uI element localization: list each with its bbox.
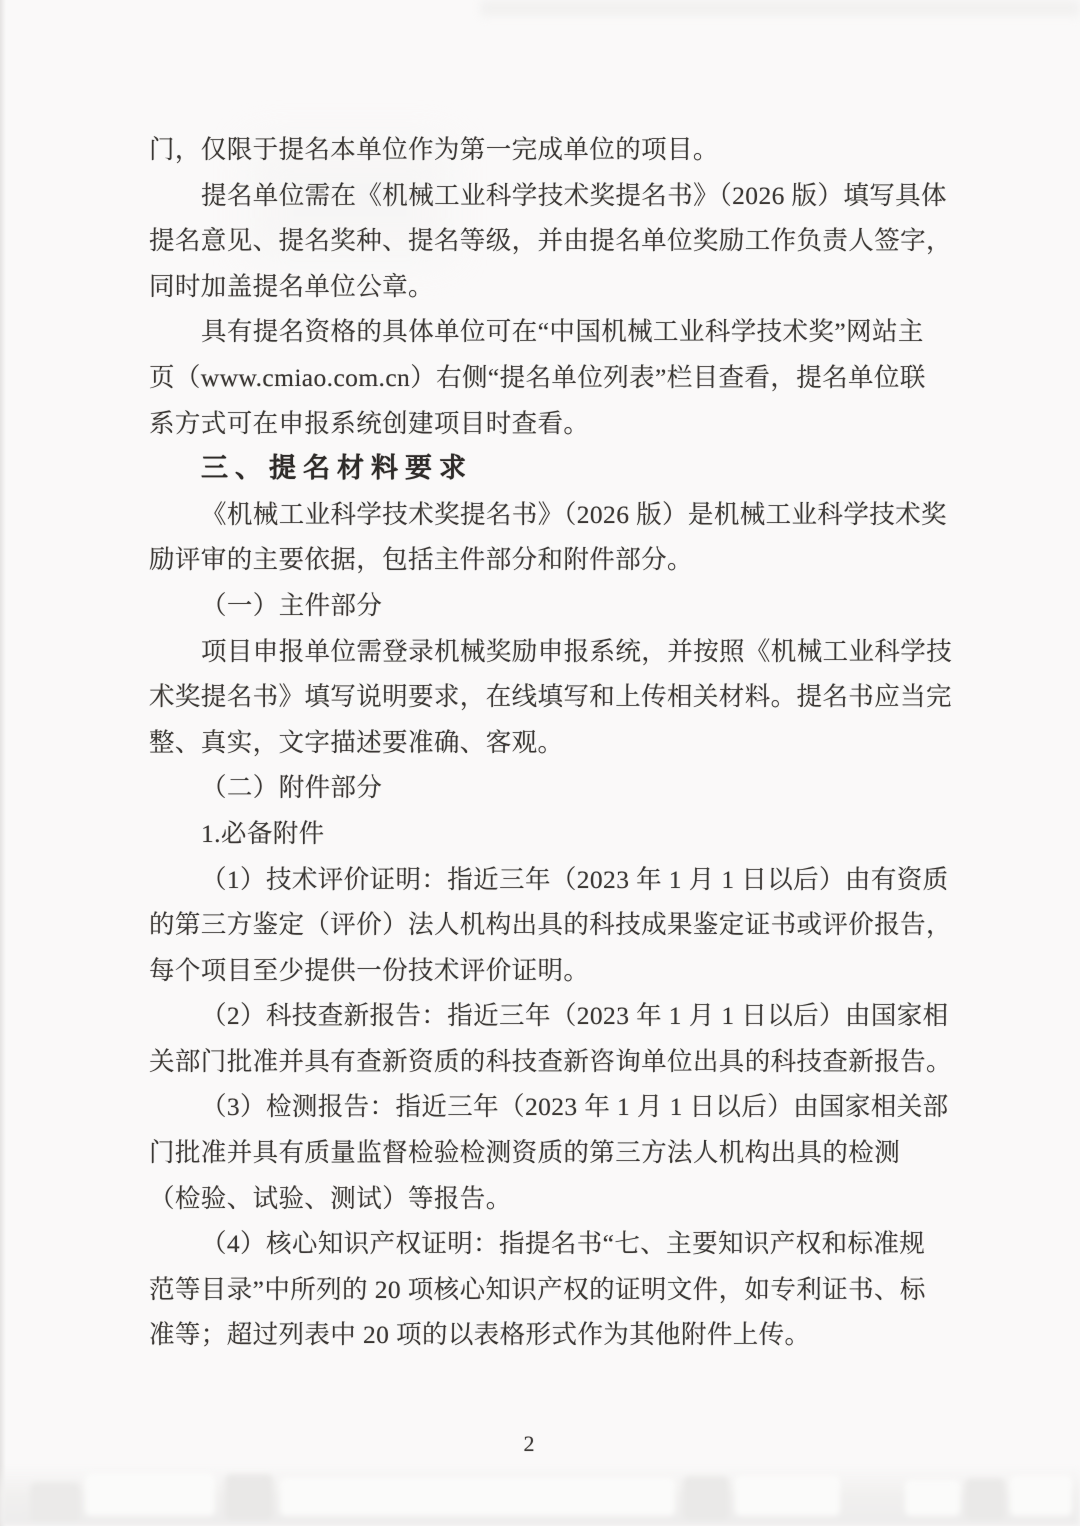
scan-blur-blob [85, 1474, 215, 1516]
text-line: 范等目录”中所列的 20 项核心知识产权的证明文件，如专利证书、标 [149, 1274, 926, 1304]
scan-artifact-bottom-blur [0, 1466, 1080, 1526]
text-line: （1）技术评价证明：指近三年（2023 年 1 月 1 日以后）由有资质 [201, 864, 949, 894]
text-line: 准等；超过列表中 20 项的以表格形式作为其他附件上传。 [149, 1320, 811, 1350]
text-line: （4）核心知识产权证明：指提名书“七、主要知识产权和标准规 [201, 1229, 926, 1259]
scan-blur-blob [683, 1476, 729, 1520]
text-line: 关部门批准并具有查新资质的科技查新咨询单位出具的科技查新报告。 [149, 1046, 952, 1076]
subsection-heading: （一）主件部分 [201, 590, 383, 620]
scan-blur-blob [30, 1482, 80, 1522]
text-line: （3）检测报告：指近三年（2023 年 1 月 1 日以后）由国家相关部 [201, 1092, 949, 1122]
text-line: 门批准并具有质量监督检验检测资质的第三方法人机构出具的检测 [149, 1138, 901, 1168]
text-line: （2）科技查新报告：指近三年（2023 年 1 月 1 日以后）由国家相 [201, 1001, 949, 1031]
scan-blur-blob [735, 1476, 840, 1516]
text-line: 提名单位需在《机械工业科学技术奖提名书》（2026 版）填写具体 [201, 180, 947, 210]
scan-blur-blob [225, 1474, 273, 1520]
section-heading: 三、提名材料要求 [201, 453, 473, 484]
subsection-heading: 1.必备附件 [201, 818, 325, 848]
text-line: 术奖提名书》填写说明要求，在线填写和上传相关材料。提名书应当完 [149, 682, 952, 712]
page-number: 2 [523, 1431, 535, 1456]
scan-blur-blob [280, 1478, 675, 1516]
text-line: 整、真实，文字描述要准确、客观。 [149, 727, 564, 757]
text-line: 同时加盖提名单位公章。 [149, 271, 434, 301]
text-line: 提名意见、提名奖种、提名等级，并由提名单位奖励工作负责人签字， [149, 226, 952, 256]
text-line: 具有提名资格的具体单位可在“中国机械工业科学技术奖”网站主 [201, 317, 924, 347]
text-line: 系方式可在申报系统创建项目时查看。 [149, 408, 590, 438]
text-line: 门，仅限于提名本单位作为第一完成单位的项目。 [149, 135, 719, 164]
scan-blur-blob [905, 1480, 960, 1516]
document-text-block [149, 127, 953, 1358]
text-line: 每个项目至少提供一份技术评价证明。 [149, 955, 590, 985]
text-line: （检验、试验、测试）等报告。 [149, 1183, 512, 1213]
scan-artifact-top [480, 0, 1080, 16]
text-line: 《机械工业科学技术奖提名书》（2026 版）是机械工业科学技术奖 [201, 499, 947, 529]
subsection-heading: （二）附件部分 [201, 773, 383, 803]
text-line: 励评审的主要依据，包括主件部分和附件部分。 [149, 545, 693, 575]
text-line: 的第三方鉴定（评价）法人机构出具的科技成果鉴定证书或评价报告， [149, 910, 952, 940]
text-line: 页（www.cmiao.com.cn）右侧“提名单位列表”栏目查看，提名单位联 [149, 362, 926, 392]
text-line: 项目申报单位需登录机械奖励申报系统，并按照《机械工业科学技 [201, 636, 953, 666]
scan-blur-blob [965, 1478, 1005, 1520]
scan-blur-blob [1010, 1476, 1072, 1516]
page-left-edge-shadow [0, 0, 6, 1526]
